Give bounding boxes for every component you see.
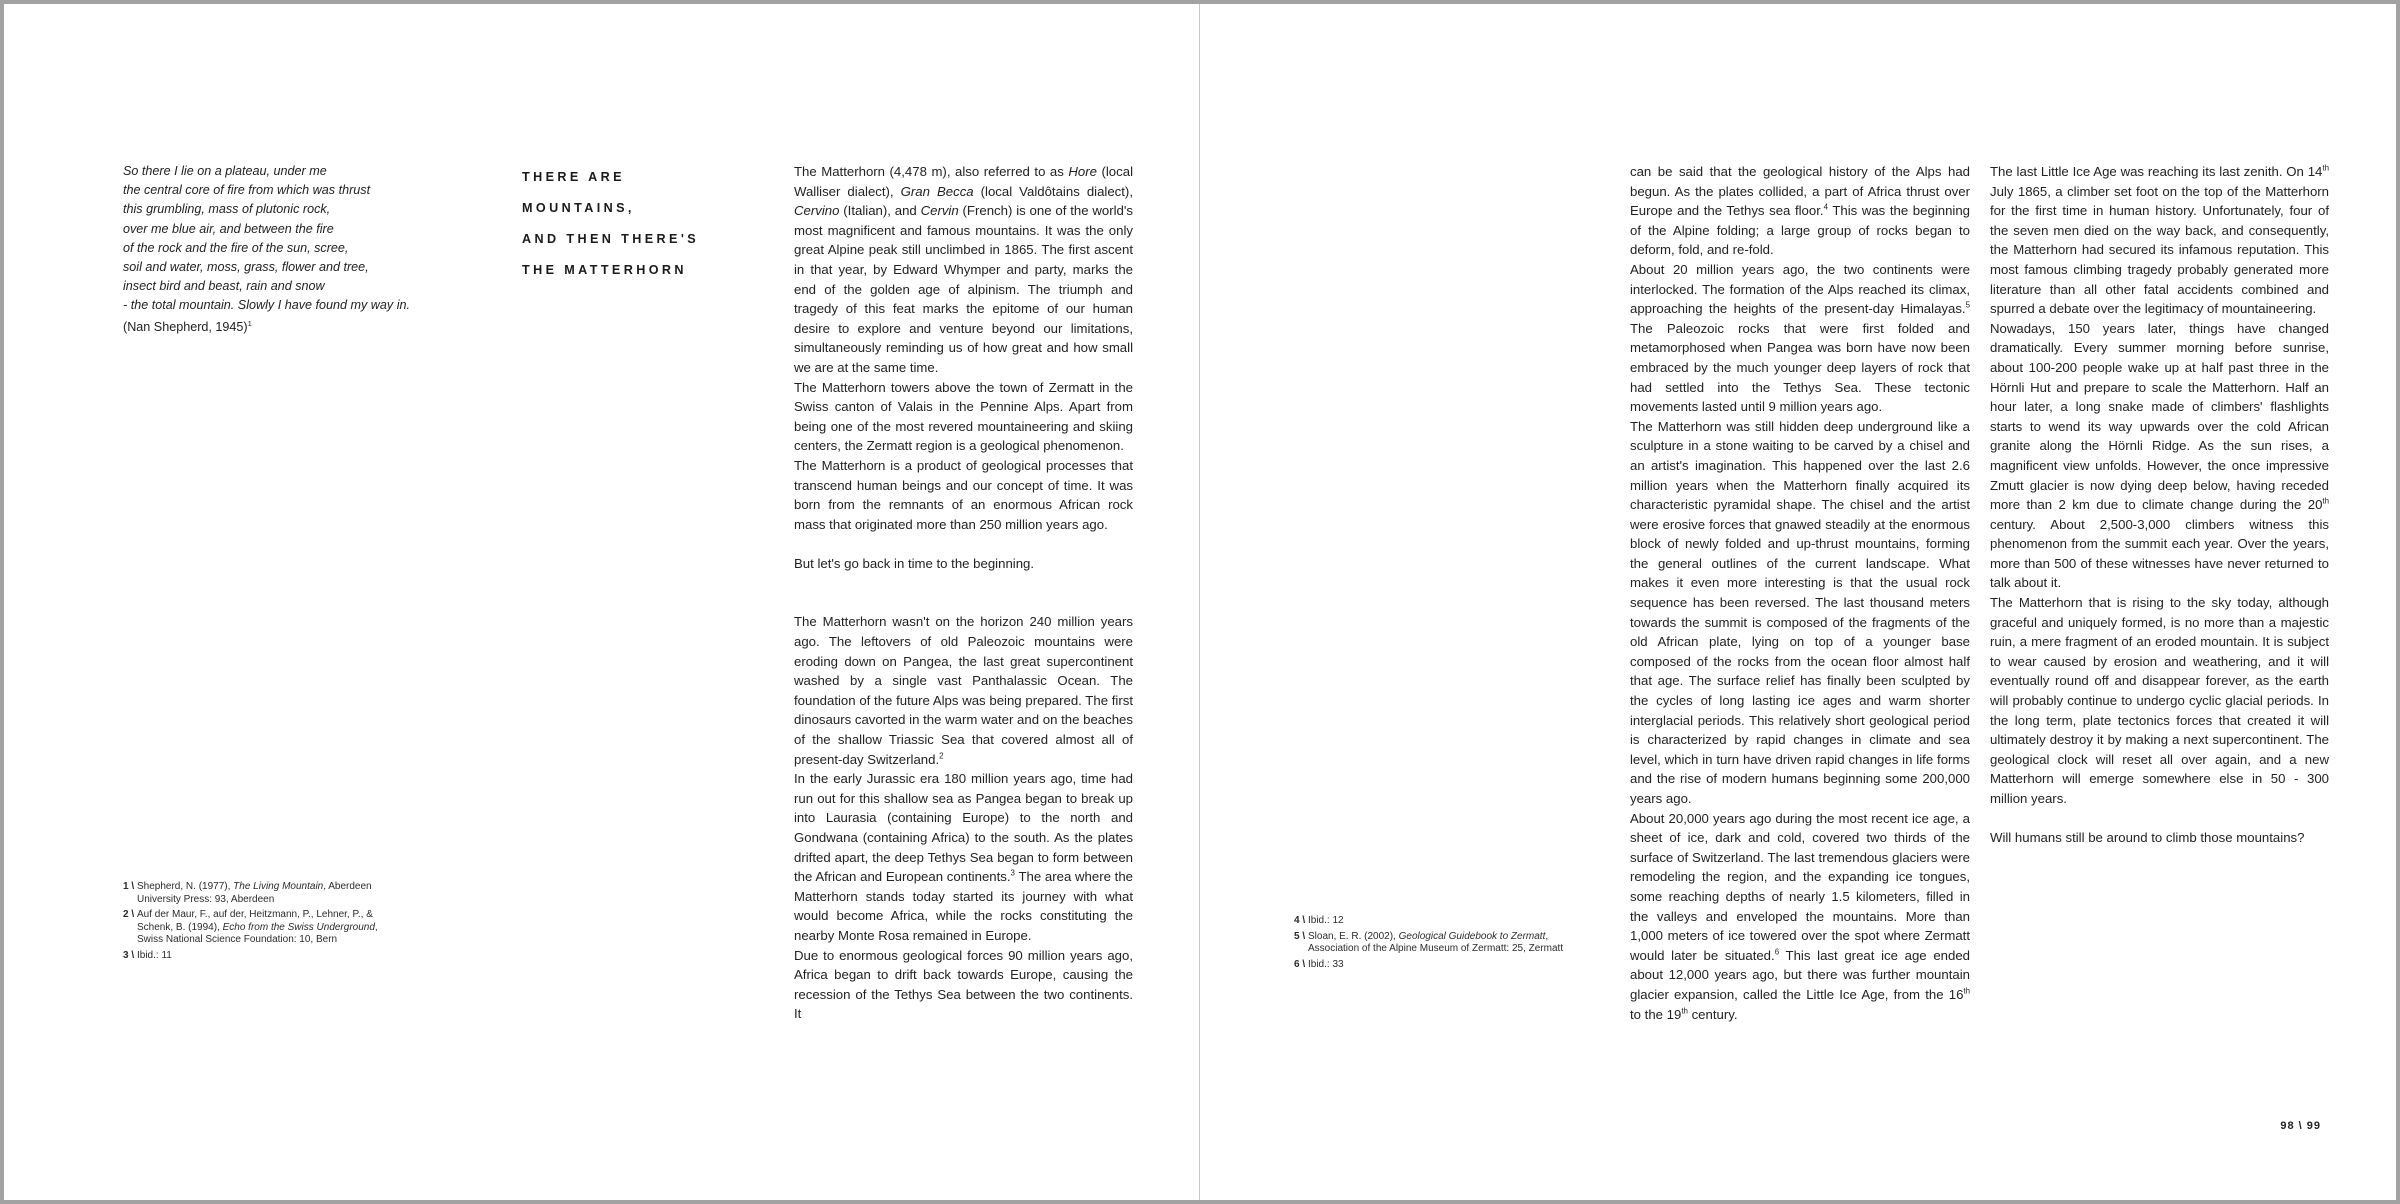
paragraph: Nowadays, 150 years later, things have changed dramatically. Every summer morning before sunrise, about 100-200 people wake up at half past three in the Hörnli Hut and prepare to scale the Matterhorn. Half an hour later, a long snake made of climbers' flashlights starts to wend its way upwards over the cold African granite along the Hörnli Ridge. As the sun rises, a magnificent view unfolds. However, the once impressive Zmutt glacier is now dying deep below, having receded more than 2 km due to climate change during the 20th century. About 2,500-3,000 climbers witness this phenomenon from the summit each year. Over the years, more than 500 of these witnesses have never returned to talk about it. (1990, 320, 2329, 591)
footnote-ref: 1 (247, 318, 252, 328)
footnotes-left (123, 881, 383, 966)
poem-credit-text: (Nan Shepherd, 1945) (123, 319, 248, 334)
paragraph: The Matterhorn is a product of geological processes that transcend human beings and our concept of time. It was born from the remnants of an enormous African rock mass that originated more than 250 million years ago. (794, 457, 1133, 532)
footnote: 1 \ Shepherd, N. (1977), The Living Mountain, Aberdeen University Press: 93, Aberdeen (123, 881, 372, 905)
paragraph: The Matterhorn (4,478 m), also referred to as Hore (local Walliser dialect), Gran Becca (local Valdôtains dialect), Cervino (Italian), and Cervin (French) is one of the world's most magnificent and famous mountains. It was the only great Alpine peak still unclimbed in 1865. The first ascent in that year, by Edward Whymper and party, marks the end of the golden age of alpinism. The triumph and tragedy of this feat marks the epitome of our human desire to explore and venture beyond our limitations, simultaneously reminding us of how great and how small we are at the same time. (794, 164, 1134, 375)
paragraph: About 20 million years ago, the two continents were interlocked. The formation of the Alps reached its climax, approaching the heights of the present-day Himalayas.$^5$ The Paleozoic rocks that were first folded and metamorphosed when Pangea was born have now been embraced by the much younger deep layers of rock that had settled into the Tethys Sea. These tectonic movements lasted until 9 million years ago. (1630, 261, 1970, 415)
body-column-3 (1990, 162, 2329, 848)
poem-line: over me blue air, and between the fire (123, 221, 334, 236)
poem-line: of the rock and the fire of the sun, scree, (123, 240, 349, 255)
poem-credit (123, 318, 423, 337)
footnote-ref: 5 (1965, 300, 1970, 310)
heading-line: THE MATTERHORN (522, 263, 687, 277)
footnote: 2 \ Auf der Maur, F., auf der, Heitzmann, P., Lehner, P., & Schenk, B. (1994), Echo from the Swiss Underground, Swiss National Science Foundation: 10, Bern (123, 909, 378, 946)
footnote: 5 \ Sloan, E. R. (2002), Geological Guidebook to Zermatt, Association of the Alpine Museum of Zermatt: 25, Zermatt (1294, 930, 1564, 955)
poem-line: this grumbling, mass of plutonic rock, (123, 202, 331, 217)
heading-line: AND THEN THERE'S (522, 232, 700, 246)
footnote: 6 \ Ibid.: 33 (1294, 958, 1344, 970)
footnote-ref: 3 (1010, 868, 1015, 878)
paragraph: The Matterhorn wasn't on the horizon 240 million years ago. The leftovers of old Paleozoic mountains were eroding down on Pangea, the last great supercontinent washed by a single vast Panthalassic Ocean. The foundation of the future Alps was being prepared. The first dinosaurs cavorted in the warm water and on the beaches of the shallow Triassic Sea that covered almost all of present-day Switzerland.$^2$ (794, 614, 1133, 767)
paragraph: The last Little Ice Age was reaching its last zenith. On 14th July 1865, a climber set foot on the top of the Matterhorn for the first time in human history. Unfortunately, four of the seven men died on the way back, and consequently, the Matterhorn had secured its infamous reputation. This most famous climbing tragedy probably generated more literature than all other fatal accidents combined and spurred a debate over the legitimacy of mountaineering. (1990, 163, 2329, 317)
chapter-heading (522, 162, 722, 286)
footnote: 4 \ Ibid.: 12 (1294, 915, 1344, 926)
poem-line: the central core of fire from which was thrust (123, 183, 371, 198)
paragraph: About 20,000 years ago during the most recent ice age, a sheet of ice, dark and cold, covered two thirds of the surface of Switzerland. The last tremendous glaciers were remodeling the region, and the expanding ice tongues, some reaching depths of nearly 1.5 kilometers, filled in the valleys and enveloped the mountains. More than 1,000 meters of ice towered over the spot where Zermatt would later be situated.$^6$ This last great ice age ended about 12,000 years ago, but there was further mountain glacier expansion, called the Little Ice Age, from the 16th to the 19th century. (1630, 810, 1970, 1022)
footnote-ref: 6 (1774, 947, 1780, 957)
paragraph: can be said that the geological history of the Alps had begun. As the plates collided, a part of Africa thrust over Europe and the Tethys sea floor.$^4$ This was the beginning of the Alpine folding; a large group of rocks began to deform, fold, and re-fold. (1630, 164, 1970, 258)
footnotes-right (1294, 915, 1594, 974)
body-column-1 (794, 162, 1133, 1024)
paragraph: The Matterhorn was still hidden deep underground like a sculpture in a stone waiting to be carved by a chisel and an artist's imagination. This happened over the last 2.6 million years when the Matterhorn finally acquired its characteristic pyramidal shape. The chisel and the artist were erosive forces that gnawed steadily at the enormous block of newly folded and up-thrust mountains, forming the general outlines of the current landscape. What makes it even more interesting is that the usual rock sequence has been reversed. The last thousand meters towards the summit is composed of the fragments of the old African plate, lying on top of a younger base composed of the rocks from the ocean floor almost half that age. The surface relief has finally been sculpted by the cycles of long lasting ice ages and warm shorter interglacial periods. This relatively short geological period is characterized by rapid changes in climate and sea level, which in turn have driven rapid changes in life forms and the rise of modern humans beginning some 200,000 years ago. (1630, 418, 1970, 806)
footnote-ref: 2 (939, 751, 944, 761)
paragraph: Will humans still be around to climb those mountains? (1990, 830, 2305, 846)
poem-line: soil and water, moss, grass, flower and tree, (123, 260, 369, 275)
paragraph: But let's go back in time to the beginning. (794, 555, 1035, 571)
paragraph: The Matterhorn that is rising to the sky today, although graceful and uniquely formed, is no more than a majestic ruin, a mere fragment of an eroded mountain. It is subject to wear caused by erosion and weathering, and it will eventually round off and disappear forever, as the earth will probably continue to undergo cyclic glacial periods. In the long term, plate tectonics forces that created it will ultimately destroy it by making a next supercontinent. The geological clock will reset all over again, and a new Matterhorn will emerge somewhere else in 50 - 300 million years. (1990, 595, 2329, 806)
footnote: 3 \ Ibid.: 11 (123, 949, 172, 961)
body-column-2 (1630, 162, 1970, 1024)
page-numbers: 98 \ 99 (2280, 1120, 2321, 1132)
paragraph: The Matterhorn towers above the town of Zermatt in the Swiss canton of Valais in the Pennine Alps. Apart from being one of the most revered mountaineering and skiing centers, the Zermatt region is a geological phenomenon. (794, 379, 1133, 454)
paragraph: In the early Jurassic era 180 million years ago, time had run out for this shallow sea as Pangea began to break up into Laurasia (containing Europe) to the north and Gondwana (containing Africa) to the south. As the plates drifted apart, the deep Tethys Sea began to form between the African and European continents.$^3$ The area where the Matterhorn stands today started its journey with what would become Africa, while the rocks constituting the nearby Monte Rosa remained in Europe. (794, 771, 1133, 943)
book-spread (4, 4, 2396, 1200)
epigraph-poem (123, 162, 423, 337)
poem-line: - the total mountain. Slowly I have found my way in. (123, 298, 410, 313)
footnote-ref: 4 (1823, 202, 1828, 212)
poem-line: So there I lie on a plateau, under me (123, 164, 327, 178)
heading-line: MOUNTAINS, (522, 201, 635, 215)
heading-line: THERE ARE (522, 170, 625, 184)
poem-line: insect bird and beast, rain and snow (123, 279, 325, 294)
paragraph: Due to enormous geological forces 90 million years ago, Africa began to drift back towards Europe, causing the recession of the Tethys Sea between the two continents. It (794, 947, 1133, 1022)
page-gutter (1199, 4, 1200, 1200)
